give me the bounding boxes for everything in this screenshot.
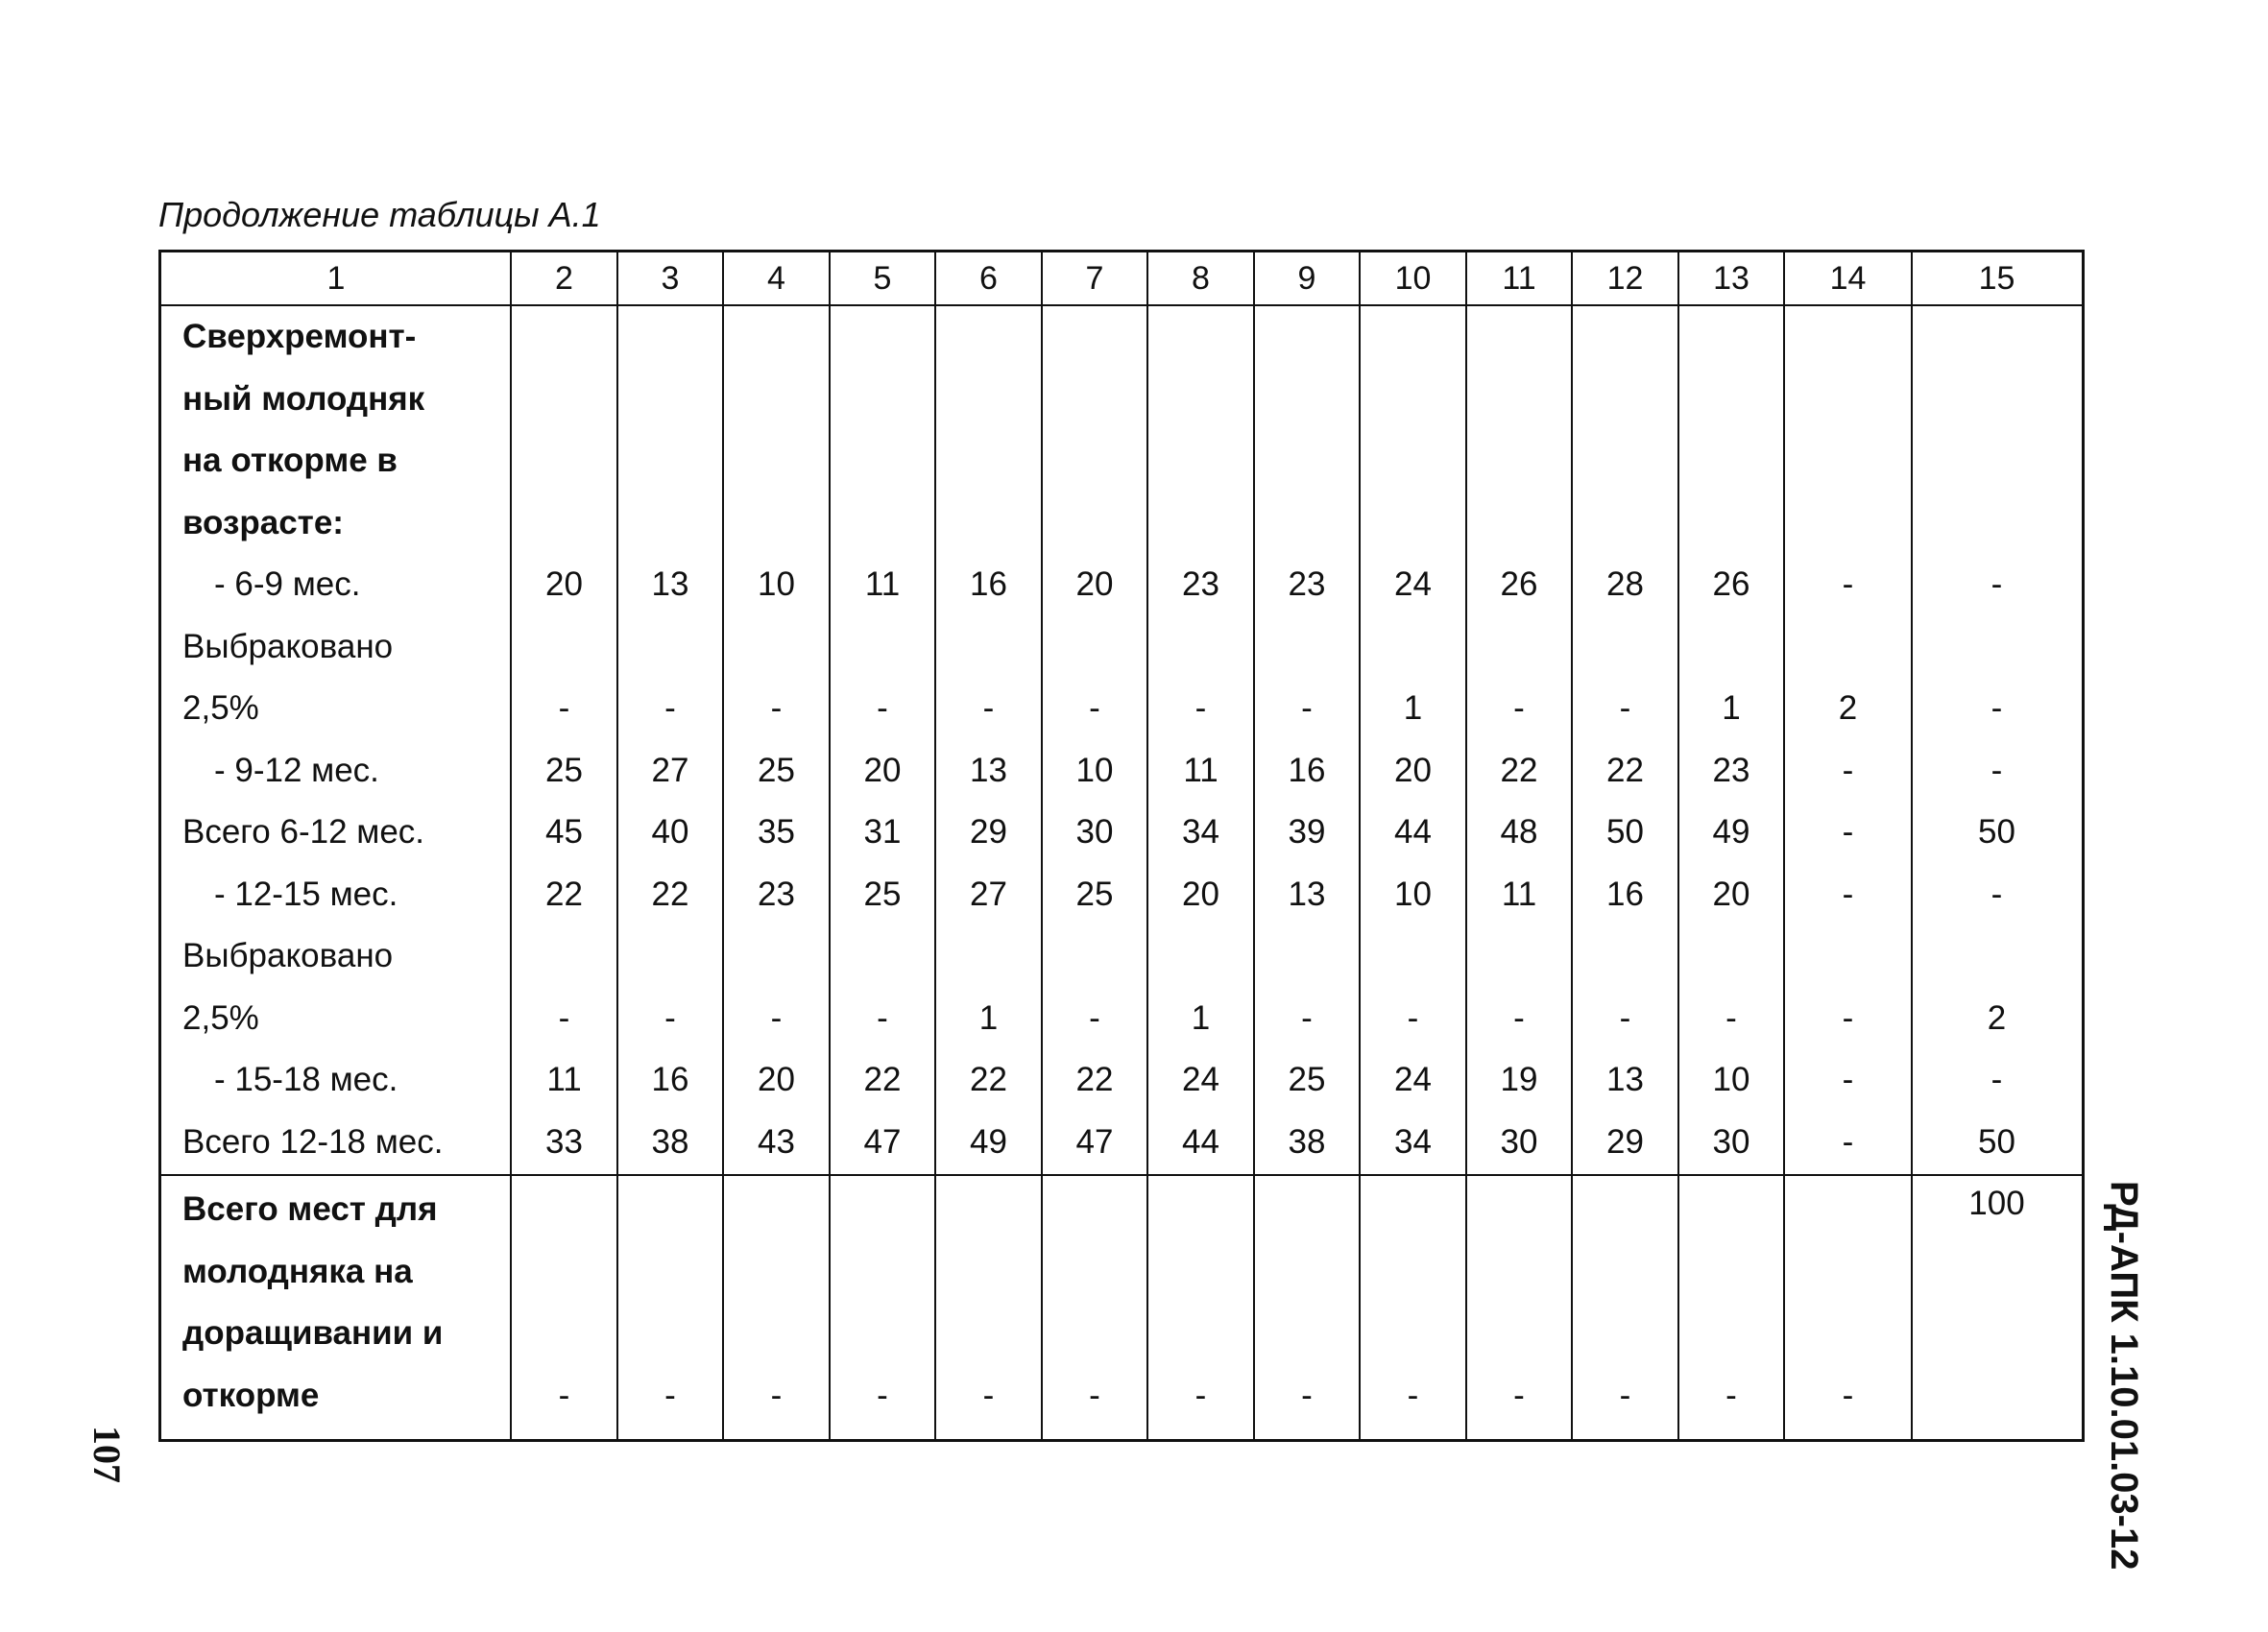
- table-cell: 11: [1183, 751, 1218, 789]
- table-cell: 2: [1838, 689, 1858, 727]
- table-cell: -: [1842, 751, 1854, 789]
- table-cell: -: [877, 689, 888, 727]
- table-cell: 29: [970, 813, 1007, 851]
- table-cell: 34: [1394, 1122, 1432, 1161]
- table-cell: -: [1842, 998, 1854, 1037]
- column-number: 8: [1192, 260, 1210, 297]
- row-label: на откорме в: [182, 442, 398, 479]
- column-number: 14: [1829, 260, 1867, 297]
- table-cell: -: [1407, 998, 1419, 1037]
- total-label: молодняка на: [182, 1252, 413, 1290]
- total-cell: -: [1194, 1376, 1207, 1414]
- total-label: откорме: [182, 1376, 320, 1414]
- total-cell: -: [1725, 1376, 1737, 1414]
- column-number: 9: [1297, 260, 1316, 297]
- table-cell: -: [877, 998, 888, 1037]
- table-cell: 33: [545, 1122, 583, 1161]
- table-cell: -: [664, 689, 676, 727]
- table-cell: 45: [545, 813, 583, 851]
- table-cell: 23: [758, 875, 795, 913]
- table-cell: 20: [863, 751, 902, 789]
- total-cell: -: [1513, 1376, 1525, 1414]
- column-number: 13: [1713, 260, 1749, 297]
- total-cell: -: [664, 1376, 676, 1414]
- table-cell: 20: [1075, 565, 1114, 603]
- table-cell: 22: [1500, 751, 1538, 789]
- table-cell: -: [1619, 998, 1631, 1037]
- table-cell: 44: [1182, 1122, 1219, 1161]
- table-cell: 39: [1288, 813, 1326, 851]
- total-cell: -: [1301, 1376, 1313, 1414]
- row-label: возрасте:: [182, 503, 344, 541]
- column-number: 4: [767, 260, 785, 297]
- table-cell: 10: [758, 565, 795, 603]
- table-cell: 22: [863, 1061, 902, 1098]
- column-number: 10: [1394, 260, 1432, 297]
- table-cell: -: [770, 689, 783, 727]
- column-number: 15: [1978, 260, 2015, 297]
- row-label: Выбраковано: [182, 627, 394, 665]
- table-cell: 22: [970, 1061, 1007, 1098]
- table-cell: -: [1301, 689, 1313, 727]
- table-cell: -: [1194, 689, 1207, 727]
- table-cell: 29: [1606, 1122, 1644, 1161]
- table-cell: 10: [1712, 1061, 1750, 1098]
- table-cell: 20: [1182, 875, 1219, 913]
- row-label: - 12-15 мес.: [214, 875, 398, 913]
- total-top-value: 100: [1968, 1185, 2025, 1222]
- row-label: - 6-9 мес.: [214, 565, 361, 603]
- table-cell: 19: [1500, 1061, 1538, 1098]
- column-number: 3: [661, 260, 680, 297]
- row-label: Всего 6-12 мес.: [182, 813, 425, 851]
- table-cell: 1: [1403, 689, 1423, 727]
- table-cell: 22: [651, 875, 689, 913]
- table-cell: -: [1842, 565, 1854, 603]
- table-cell: 11: [1501, 875, 1537, 913]
- row-label: Сверхремонт-: [182, 318, 417, 355]
- table-cell: 49: [1712, 813, 1750, 851]
- table-cell: 47: [1075, 1122, 1114, 1161]
- table-cell: 24: [1182, 1061, 1219, 1098]
- table-cell: 25: [1075, 875, 1114, 913]
- table-cell: 31: [863, 813, 902, 851]
- table-cell: 28: [1606, 565, 1644, 603]
- row-label: Выбраковано: [182, 937, 394, 974]
- total-cell: -: [1619, 1376, 1631, 1414]
- table-cell: 10: [1075, 751, 1114, 789]
- table-cell: -: [1991, 875, 2003, 913]
- table-cell: 26: [1500, 565, 1538, 603]
- column-number: 11: [1502, 260, 1536, 297]
- table-cell: 22: [1075, 1061, 1114, 1098]
- table-cell: -: [1725, 998, 1737, 1037]
- row-label: 2,5%: [182, 689, 259, 727]
- table-cell: 38: [1288, 1122, 1326, 1161]
- table-cell: -: [770, 998, 783, 1037]
- table-cell: -: [558, 998, 570, 1037]
- table-cell: 1: [1191, 998, 1211, 1037]
- table-cell: 20: [758, 1061, 795, 1098]
- table-cell: 30: [1712, 1122, 1750, 1161]
- table-cell: -: [1089, 998, 1100, 1037]
- table-cell: 49: [970, 1122, 1007, 1161]
- total-cell: -: [1089, 1376, 1100, 1414]
- table-caption: Продолжение таблицы А.1: [158, 195, 601, 234]
- table-cell: -: [1991, 1061, 2003, 1098]
- table-cell: -: [664, 998, 676, 1037]
- table-cell: 27: [970, 875, 1007, 913]
- table-cell: 20: [1394, 751, 1432, 789]
- row-label: 2,5%: [182, 998, 259, 1037]
- table-cell: 38: [651, 1122, 689, 1161]
- table-cell: -: [1513, 689, 1525, 727]
- table-cell: 25: [545, 751, 583, 789]
- table-cell: 10: [1394, 875, 1432, 913]
- table-cell: -: [1991, 751, 2003, 789]
- table-cell: 25: [758, 751, 795, 789]
- table-cell: 16: [1288, 751, 1326, 789]
- table-cell: 22: [1606, 751, 1644, 789]
- table-cell: 48: [1500, 813, 1538, 851]
- table-cell: -: [1991, 565, 2003, 603]
- table-cell: 1: [1722, 689, 1741, 727]
- table-cell: 26: [1712, 565, 1750, 603]
- column-number: 12: [1606, 260, 1644, 297]
- table-cell: -: [1842, 875, 1854, 913]
- row-label: ный молодняк: [182, 379, 425, 418]
- table-cell: -: [558, 689, 570, 727]
- table-cell: -: [1842, 1061, 1854, 1098]
- total-divider: [161, 1174, 2082, 1176]
- table-cell: -: [982, 689, 995, 727]
- table-cell: 2: [1987, 998, 2007, 1037]
- table-cell: 13: [970, 751, 1007, 789]
- table-cell: 16: [651, 1061, 689, 1098]
- table-cell: 23: [1182, 565, 1219, 603]
- total-cell: -: [558, 1376, 570, 1414]
- table-cell: -: [1842, 813, 1854, 851]
- table-cell: 22: [545, 875, 583, 913]
- table-cell: 50: [1978, 813, 2015, 851]
- table-cell: 34: [1182, 813, 1219, 851]
- column-number: 6: [979, 260, 998, 297]
- table-cell: 30: [1500, 1122, 1538, 1161]
- table-cell: 50: [1606, 813, 1644, 851]
- table-cell: 43: [758, 1122, 795, 1161]
- table-cell: 23: [1712, 751, 1750, 789]
- table-cell: 24: [1394, 1061, 1432, 1098]
- table-cell: 23: [1288, 565, 1326, 603]
- table-cell: 20: [1712, 875, 1750, 913]
- table-cell: -: [1842, 1122, 1854, 1161]
- table-cell: -: [1301, 998, 1313, 1037]
- column-number: 7: [1085, 260, 1104, 297]
- data-table: [158, 250, 2085, 1442]
- table-cell: 30: [1075, 813, 1114, 851]
- table-cell: 11: [864, 565, 901, 603]
- total-cell: -: [770, 1376, 783, 1414]
- table-cell: 35: [758, 813, 795, 851]
- table-cell: 50: [1978, 1122, 2015, 1161]
- table-cell: -: [1089, 689, 1100, 727]
- total-cell: -: [1842, 1376, 1854, 1414]
- table-cell: -: [1513, 998, 1525, 1037]
- row-label: - 9-12 мес.: [214, 751, 379, 789]
- table-cell: 16: [1606, 875, 1644, 913]
- table-cell: 16: [970, 565, 1007, 603]
- column-number: 5: [873, 260, 892, 297]
- column-number: 2: [555, 260, 573, 297]
- total-cell: -: [877, 1376, 888, 1414]
- total-cell: -: [1407, 1376, 1419, 1414]
- table-cell: 24: [1394, 565, 1432, 603]
- table-cell: 47: [863, 1122, 902, 1161]
- page-number: 107: [85, 1426, 129, 1483]
- table-cell: 27: [651, 751, 689, 789]
- table-cell: 25: [1288, 1061, 1326, 1098]
- table-cell: 11: [546, 1061, 582, 1098]
- row-label: Всего 12-18 мес.: [182, 1122, 444, 1161]
- row-label: - 15-18 мес.: [214, 1061, 398, 1098]
- table-cell: 1: [978, 998, 999, 1037]
- table-cell: 13: [651, 565, 689, 603]
- column-number: 1: [326, 260, 346, 297]
- table-cell: 25: [863, 875, 902, 913]
- table-cell: 13: [1288, 875, 1326, 913]
- table-cell: 44: [1394, 813, 1432, 851]
- total-label: Всего мест для: [182, 1190, 438, 1228]
- total-cell: -: [982, 1376, 995, 1414]
- table-cell: -: [1991, 689, 2003, 727]
- table-cell: 40: [651, 813, 689, 851]
- table-cell: -: [1619, 689, 1631, 727]
- total-label: доращивании и: [182, 1314, 444, 1352]
- table-cell: 13: [1606, 1061, 1644, 1098]
- table-cell: 20: [545, 565, 583, 603]
- document-code: РД-АПК 1.10.01.03-12: [2103, 1181, 2145, 1571]
